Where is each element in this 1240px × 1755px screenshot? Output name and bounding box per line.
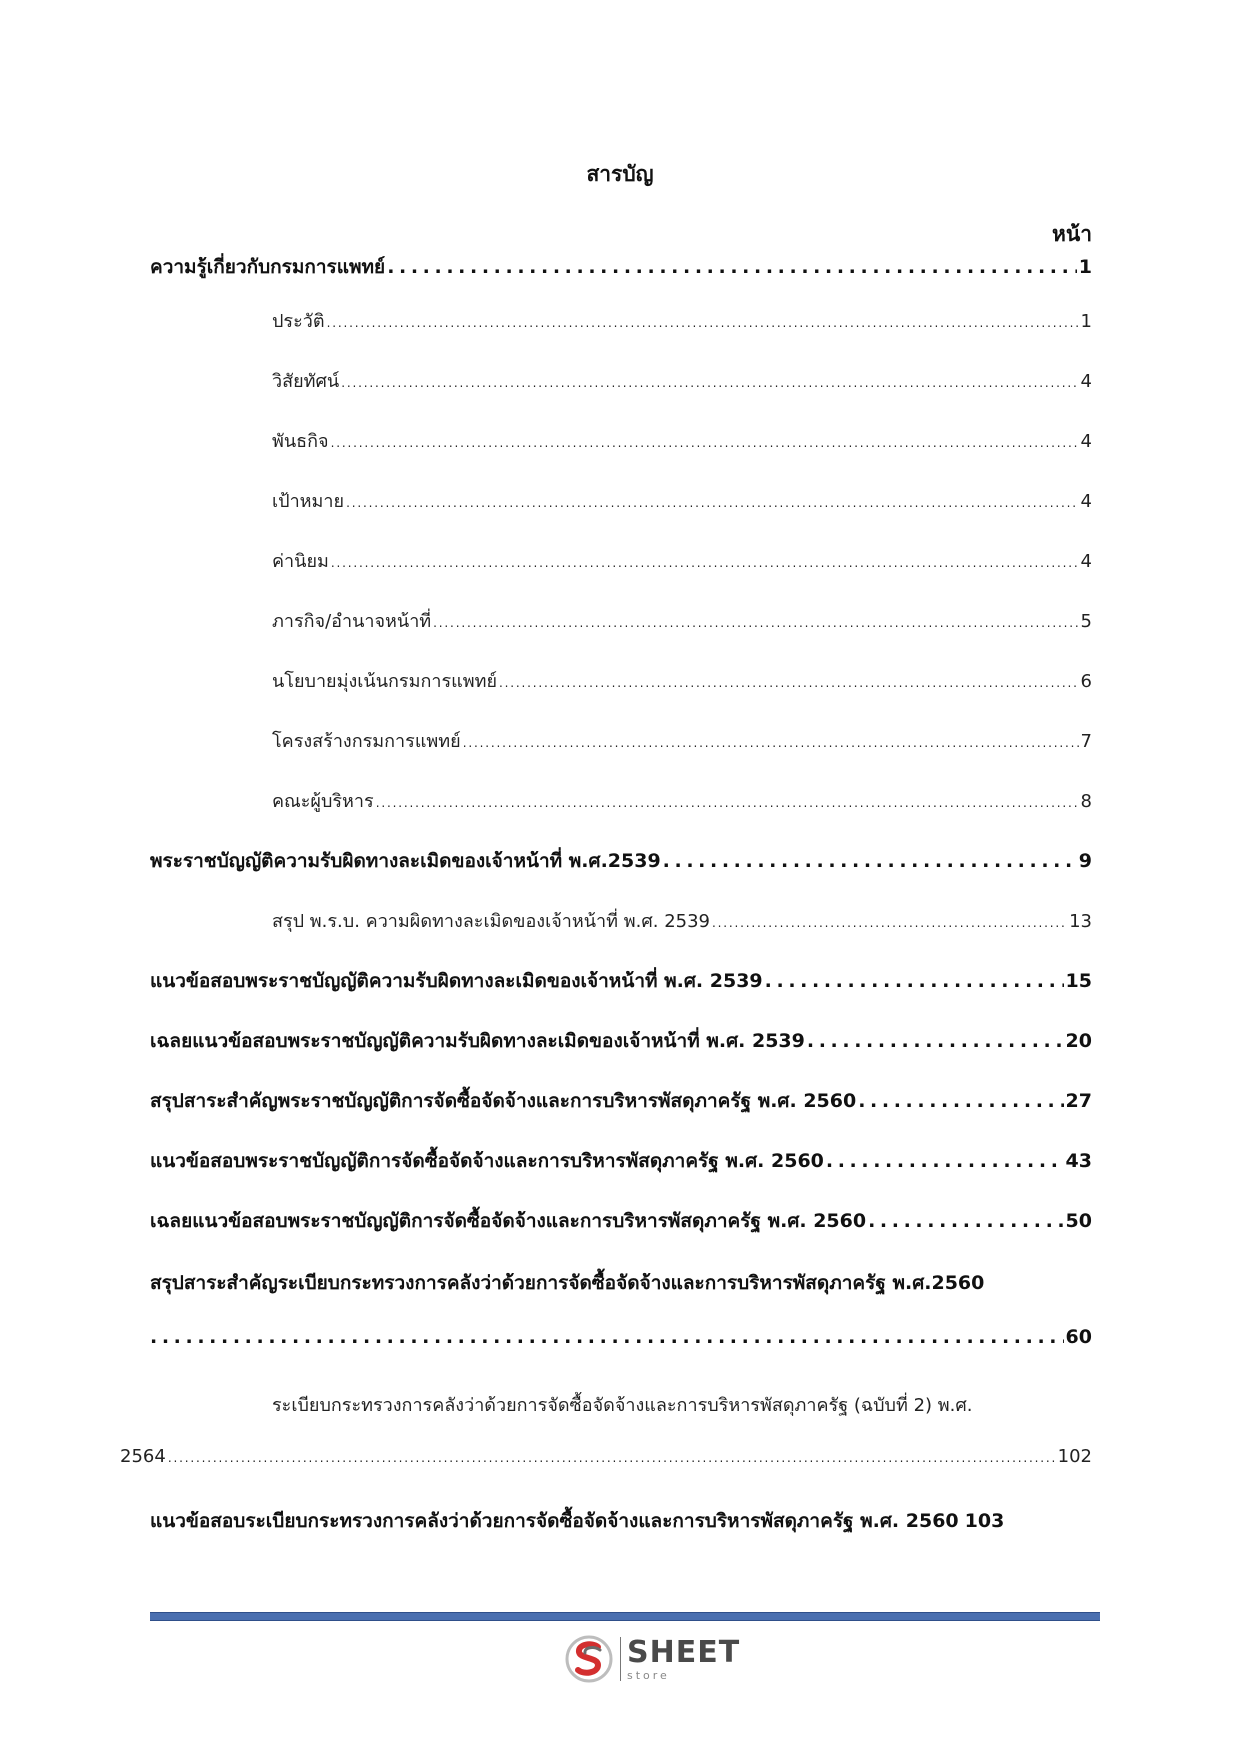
toc-entry-page: 4 <box>1080 551 1092 572</box>
toc-subentry[interactable] <box>150 666 1092 695</box>
toc-entry-label-line1[interactable]: สรุปสาระสำคัญระเบียบกระทรวงการคลังว่าด้วยการจัดซื้อจัดจ้างและการบริหารพัสดุภาครัฐ พ.ศ.2560 <box>150 1272 985 1294</box>
toc-entry[interactable] <box>150 1146 1092 1176</box>
toc-entry-page: 13 <box>1069 911 1092 932</box>
toc-subentry[interactable] <box>120 1446 1092 1467</box>
dot-leader <box>663 850 1077 872</box>
dot-leader <box>868 1210 1063 1232</box>
page-column-header: หน้า <box>1052 222 1092 246</box>
dot-leader <box>327 311 1079 332</box>
toc-entry-label: คณะผู้บริหาร <box>272 791 374 812</box>
dot-leader <box>765 970 1064 992</box>
toc-entry-page: 6 <box>1080 671 1092 692</box>
toc-entry-label: ความรู้เกี่ยวกับกรมการแพทย์ <box>150 256 386 278</box>
toc-subentry[interactable] <box>150 486 1092 515</box>
toc-entry[interactable] <box>150 1326 1092 1348</box>
toc-entry-page: 1 <box>1080 311 1092 332</box>
toc-entry-page: 20 <box>1065 1030 1092 1052</box>
toc-entry[interactable] <box>150 1206 1092 1236</box>
toc-entry-label: ประวัติ <box>272 311 325 332</box>
toc-entry-page: 103 <box>964 1510 1005 1532</box>
toc-entry-page: 9 <box>1078 850 1092 872</box>
toc-subentry[interactable] <box>150 426 1092 455</box>
footer-divider <box>150 1612 1100 1621</box>
toc-entry-label: พระราชบัญญัติความรับผิดทางละเมิดของเจ้าหน้าที่ พ.ศ.2539 <box>150 850 661 872</box>
dot-leader <box>341 371 1078 392</box>
dot-leader <box>463 731 1079 752</box>
toc-entry-label: พันธกิจ <box>272 431 329 452</box>
dot-leader <box>346 491 1078 512</box>
toc-entry[interactable] <box>150 1026 1092 1056</box>
toc-entry-page: 43 <box>1065 1150 1092 1172</box>
toc-entry-label-line2: 2564 <box>120 1446 166 1467</box>
toc-entry-label: วิสัยทัศน์ <box>272 371 340 392</box>
toc-entry-page: 102 <box>1057 1446 1092 1467</box>
dot-leader <box>150 1326 1064 1348</box>
toc-entry-label: สรุป พ.ร.บ. ความผิดทางละเมิดของเจ้าหน้าที่ พ.ศ. 2539 <box>272 911 711 932</box>
dot-leader <box>376 791 1079 812</box>
dot-leader <box>331 551 1079 572</box>
page-title: สารบัญ <box>586 162 654 186</box>
toc-entry-page: 7 <box>1080 731 1092 752</box>
dot-leader <box>331 431 1079 452</box>
toc-subentry[interactable] <box>150 546 1092 575</box>
toc-entry-label: แนวข้อสอบพระราชบัญญัติความรับผิดทางละเมิดของเจ้าหน้าที่ พ.ศ. 2539 <box>150 970 763 992</box>
sheet-store-logo <box>564 1634 740 1684</box>
toc-entry[interactable] <box>150 1506 1092 1536</box>
dot-leader <box>858 1090 1063 1112</box>
toc-entry-page: 4 <box>1080 431 1092 452</box>
toc-entry[interactable] <box>150 252 1092 282</box>
dot-leader <box>499 671 1079 692</box>
toc-subentry[interactable] <box>150 786 1092 815</box>
toc-entry-label: ภารกิจ/อำนาจหน้าที่ <box>272 611 432 632</box>
dot-leader <box>807 1030 1064 1052</box>
toc-entry-page: 8 <box>1080 791 1092 812</box>
toc-subentry[interactable] <box>150 366 1092 395</box>
toc-entry-page: 4 <box>1080 491 1092 512</box>
toc-entry[interactable] <box>150 846 1092 876</box>
toc-subentry[interactable] <box>150 906 1092 935</box>
toc-entry-page: 5 <box>1080 611 1092 632</box>
toc-entry-label: ค่านิยม <box>272 551 329 572</box>
toc-entry-label: เฉลยแนวข้อสอบพระราชบัญญัติการจัดซื้อจัดจ้างและการบริหารพัสดุภาครัฐ พ.ศ. 2560 <box>150 1210 867 1232</box>
logo-subtitle: store <box>627 1668 670 1682</box>
toc-entry-page: 1 <box>1078 256 1092 278</box>
toc-entry-label: แนวข้อสอบระเบียบกระทรวงการคลังว่าด้วยการจัดซื้อจัดจ้างและการบริหารพัสดุภาครัฐ พ.ศ. 2560 <box>150 1510 959 1532</box>
dot-leader <box>712 911 1067 932</box>
sheet-store-logo-icon <box>564 1634 614 1684</box>
dot-leader <box>387 256 1077 278</box>
toc-subentry[interactable] <box>150 306 1092 335</box>
toc-entry[interactable] <box>150 966 1092 996</box>
toc-subentry-label-line1[interactable]: ระเบียบกระทรวงการคลังว่าด้วยการจัดซื้อจัดจ้างและการบริหารพัสดุภาครัฐ (ฉบับที่ 2) พ.ศ. <box>272 1395 973 1416</box>
toc-entry-page: 50 <box>1065 1210 1092 1232</box>
toc-entry-page: 60 <box>1065 1326 1092 1348</box>
dot-leader <box>433 611 1078 632</box>
logo-divider <box>620 1637 621 1681</box>
toc-entry-page: 15 <box>1065 970 1092 992</box>
toc-entry-page: 27 <box>1065 1090 1092 1112</box>
toc-subentry[interactable] <box>150 726 1092 755</box>
toc-entry-label: นโยบายมุ่งเน้นกรมการแพทย์ <box>272 671 497 692</box>
toc-subentry[interactable] <box>150 606 1092 635</box>
toc-entry-label: แนวข้อสอบพระราชบัญญัติการจัดซื้อจัดจ้างและการบริหารพัสดุภาครัฐ พ.ศ. 2560 <box>150 1150 824 1172</box>
dot-leader <box>826 1150 1064 1172</box>
logo-wordmark <box>627 1634 741 1682</box>
toc-entry-label: โครงสร้างกรมการแพทย์ <box>272 731 461 752</box>
toc-entry-page: 4 <box>1080 371 1092 392</box>
toc-entry-label: เฉลยแนวข้อสอบพระราชบัญญัติความรับผิดทางละเมิดของเจ้าหน้าที่ พ.ศ. 2539 <box>150 1030 805 1052</box>
toc-entry[interactable] <box>150 1086 1092 1116</box>
dot-leader <box>168 1446 1056 1467</box>
toc-entry-label: เป้าหมาย <box>272 491 345 512</box>
logo-word: SHEET <box>627 1634 741 1670</box>
toc-entry-label: สรุปสาระสำคัญพระราชบัญญัติการจัดซื้อจัดจ้างและการบริหารพัสดุภาครัฐ พ.ศ. 2560 <box>150 1090 857 1112</box>
